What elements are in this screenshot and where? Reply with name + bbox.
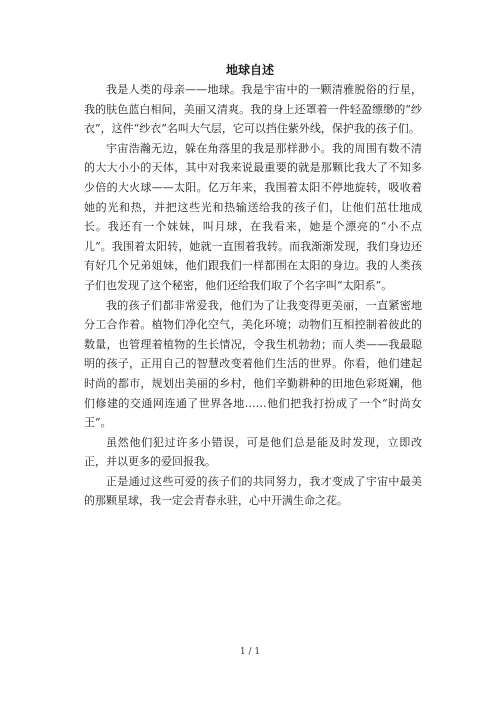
paragraph-4: 虽然他们犯过许多小错误，可是他们总是能及时发现，立即改正，并以更多的爱回报我。 (84, 435, 422, 469)
paragraph-3: 我的孩子们都非常爱我，他们为了让我变得更美丽，一直紧密地分工合作着。植物们净化空气，美化环境；动物们互相控制着彼此的数量，也管理着植物的生长情况，令我生机勃勃；而人类——我最聪明的孩子，正用自己的智慧改变着他们生活的世界。你看，他们建起时尚的都市，规划出美丽的乡村，他们辛勤耕种的田地色彩斑斓，他们修建的交通网连通了世界各地……他们把我打扮成了一个“时尚女王”。 (84, 298, 422, 430)
paragraph-1: 我是人类的母亲——地球。我是宇宙中的一颗清雅脱俗的行星，我的肤色蓝白相间，美丽又清爽。我的身上还罩着一件轻盈缥缈的“纱衣”，这件“纱衣”名叫大气层，它可以挡住紫外线，保护我的孩子们。 (84, 83, 422, 136)
paragraph-2: 宇宙浩瀚无边，躲在角落里的我是那样渺小。我的周围有数不清的大大小小的天体，其中对我来说最重要的就是那颗比我大了不知多少倍的大火球——太阳。亿万年来，我围着太阳不停地旋转，吸收着她的光和热，并把这些光和热输送给我的孩子们，让他们茁壮地成长。我还有一个妹妹，叫月球，在我看来，她是个漂亮的“小不点儿”。我围着太阳转，她就一直围着我转。而我渐渐发现，我们身边还有好几个兄弟姐妹，他们跟我们一样都围在太阳的身边。我的人类孩子们也发现了这个秘密，他们还给我们取了个名字叫“太阳系”。 (84, 141, 422, 292)
page-number: 1 / 1 (239, 647, 261, 657)
document-title: 地球自述 (225, 63, 274, 77)
paragraph-5: 正是通过这些可爱的孩子们的共同努力，我才变成了宇宙中最美的那颗星球，我一定会青春永驻，心中开满生命之花。 (84, 474, 422, 508)
document-body (84, 80, 422, 511)
